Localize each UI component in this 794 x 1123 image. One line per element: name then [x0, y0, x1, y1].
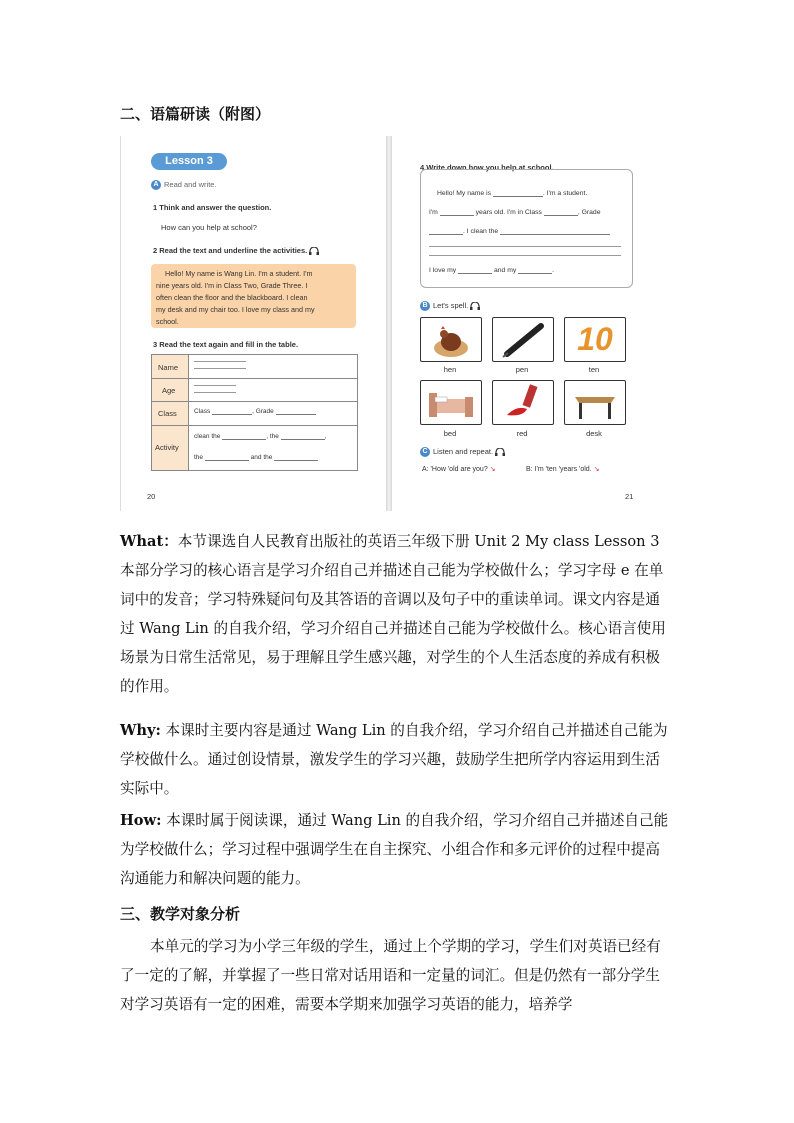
line-text: Hello! My name is	[437, 190, 492, 197]
pen-icon	[492, 317, 554, 362]
blank-line	[500, 234, 610, 235]
student-analysis-paragraph: 本单元的学习为小学三年级的学生，通过上个学期的学习，学生们对英语已经有了一定的了解，并掌握了一些日常对话用语和一定量的词汇。但是仍然有一部分学生对学习英语有一定的困难，需要本学期来加强学习英语的能力，培养学	[120, 938, 661, 1013]
section-c-badge: C	[420, 447, 430, 457]
what-label: What：	[120, 533, 178, 550]
passage-line: Hello! My name is Wang Lin. I'm a student. I'm	[165, 269, 313, 278]
question-1-prompt: How can you help at school?	[161, 223, 257, 232]
question-3: 3 Read the text again and fill in the table.	[153, 340, 299, 349]
line-text: . I'm a student.	[542, 190, 588, 197]
picture-label: pen	[515, 365, 529, 374]
table-row-label: Class	[158, 409, 177, 418]
writing-line-4: I love my and my .	[429, 267, 555, 274]
table-divider	[152, 401, 357, 402]
passage-line: often clean the floor and the blackboard. I clean	[156, 293, 308, 302]
clean-the-word: clean the	[194, 433, 221, 440]
question-4: 4 Write down how you help at school.	[420, 163, 554, 172]
line-text: I'm	[429, 209, 438, 216]
textbook-page-left	[120, 136, 387, 511]
headphones-icon	[495, 448, 505, 456]
name-blank	[194, 361, 246, 362]
textbook-page-right	[392, 136, 657, 511]
class-word: Class	[194, 408, 211, 415]
page-number-left: 20	[147, 492, 156, 501]
blank-line	[222, 439, 266, 440]
line-text: . I clean the	[463, 228, 499, 235]
section-a-badge: A	[151, 180, 161, 190]
section-heading-discourse-analysis: 二、语篇研读（附图）	[120, 105, 271, 123]
blank-line	[518, 273, 552, 274]
table-row-label: Name	[158, 363, 179, 372]
hen-icon	[420, 317, 482, 362]
picture-label: hen	[443, 365, 457, 374]
dialog-line-b	[526, 465, 599, 473]
section-b-heading	[420, 301, 480, 311]
blank-line	[274, 460, 318, 461]
ten-icon	[564, 317, 626, 362]
passage-line: school.	[156, 317, 179, 326]
why-label: Why:	[120, 722, 161, 739]
section-c-heading	[420, 447, 505, 457]
question-1: 1 Think and answer the question.	[153, 203, 272, 212]
table-row-label: Activity	[155, 443, 179, 452]
picture-label: desk	[586, 429, 602, 438]
activity-line-2	[194, 454, 318, 461]
headphones-icon	[309, 247, 319, 255]
blank-line	[205, 460, 249, 461]
grade-word: , Grade	[252, 408, 274, 415]
picture-label: red	[516, 429, 528, 438]
table-row-label: Age	[162, 386, 176, 395]
the-word: , the	[266, 433, 279, 440]
table-divider	[152, 425, 357, 426]
how-label: How:	[120, 812, 162, 829]
section-a-label: Read and write.	[164, 180, 217, 189]
section-c-label: Listen and repeat.	[433, 447, 494, 456]
desk-icon	[564, 380, 626, 425]
what-paragraph	[120, 527, 674, 701]
picture-label: bed	[443, 429, 457, 438]
age-blank	[194, 385, 236, 386]
blank-line	[429, 255, 621, 256]
age-blank	[194, 392, 236, 393]
falling-intonation-icon: ↘	[489, 466, 496, 473]
blank-line	[212, 414, 252, 415]
question-2-text: 2 Read the text and underline the activities.	[153, 246, 308, 255]
line-text: , Grade	[577, 209, 601, 216]
blank-line	[281, 439, 325, 440]
passage-line: nine years old. I'm in Class Two, Grade Three. I	[156, 281, 308, 290]
class-grade-line	[194, 408, 316, 415]
the-word: the	[194, 454, 204, 461]
blank-line	[493, 196, 543, 197]
and-the-word: and the	[250, 454, 273, 461]
section-b-badge: B	[420, 301, 430, 311]
bed-icon	[420, 380, 482, 425]
section-b-label: Let's spell.	[433, 301, 469, 310]
falling-intonation-icon: ↘	[593, 466, 600, 473]
why-paragraph	[120, 716, 674, 803]
what-text: 本节课选自人民教育出版社的英语三年级下册 Unit 2 My class Lesson 3本部分学习的核心语言是学习介绍自己并描述自己能为学校做什么；学习字母 e 在单词中的发音；学习特殊疑问句及其答语的音调以及句子中的重读单词。课文内容是通过 Wang Lin 的自我介绍，学习介绍自己并描述自己能为学校做什么。核心语言使用场景为日常生活常见，易于理解且学生感兴趣，对学生的个人生活态度的养成有积极的作用。	[120, 533, 666, 695]
table-divider	[152, 378, 357, 379]
passage-line: my desk and my chair too. I love my class and my	[156, 305, 315, 314]
blank-line	[276, 414, 316, 415]
fill-in-table	[151, 354, 358, 471]
blank-line	[458, 273, 492, 274]
lesson-title-badge: Lesson 3	[151, 153, 227, 170]
red-paint-icon	[492, 380, 554, 425]
blank-line	[429, 234, 463, 235]
writing-line-1	[437, 190, 587, 197]
writing-line-3	[429, 228, 610, 235]
why-text: 本课时主要内容是通过 Wang Lin 的自我介绍，学习介绍自己并描述自己能为学校做什么。通过创设情景，激发学生的学习兴趣，鼓励学生把所学内容运用到生活实际中。	[120, 722, 668, 797]
question-2	[153, 246, 319, 255]
writing-box	[420, 169, 633, 288]
reading-passage-box	[151, 264, 356, 328]
how-text: 本课时属于阅读课，通过 Wang Lin 的自我介绍，学习介绍自己并描述自己能为学校做什么；学习过程中强调学生在自主探究、小组合作和多元评价的过程中提高沟通能力和解决问题的能力。	[120, 812, 669, 887]
dialog-text: A: 'How 'old are you?	[422, 466, 488, 473]
blank-line	[544, 215, 578, 216]
dialog-text: B: I'm 'ten 'years 'old.	[526, 466, 592, 473]
activity-line-1: clean the , the ,	[194, 433, 327, 440]
line-text: and my	[493, 267, 517, 274]
line-text: I love my	[429, 267, 457, 274]
textbook-spread-image	[120, 136, 657, 511]
how-paragraph	[120, 806, 674, 893]
line-text: years old. I'm in Class	[475, 209, 542, 216]
section-a-heading	[151, 180, 217, 190]
picture-label: ten	[588, 365, 600, 374]
dialog-line-a	[422, 465, 496, 473]
writing-line-2	[429, 209, 600, 216]
blank-line	[429, 246, 621, 247]
blank-line	[440, 215, 474, 216]
ten-glyph: 10	[577, 321, 613, 357]
page-number-right: 21	[625, 492, 634, 501]
name-blank	[194, 368, 246, 369]
section-heading-student-analysis: 三、教学对象分析	[120, 905, 241, 923]
headphones-icon	[470, 302, 480, 310]
